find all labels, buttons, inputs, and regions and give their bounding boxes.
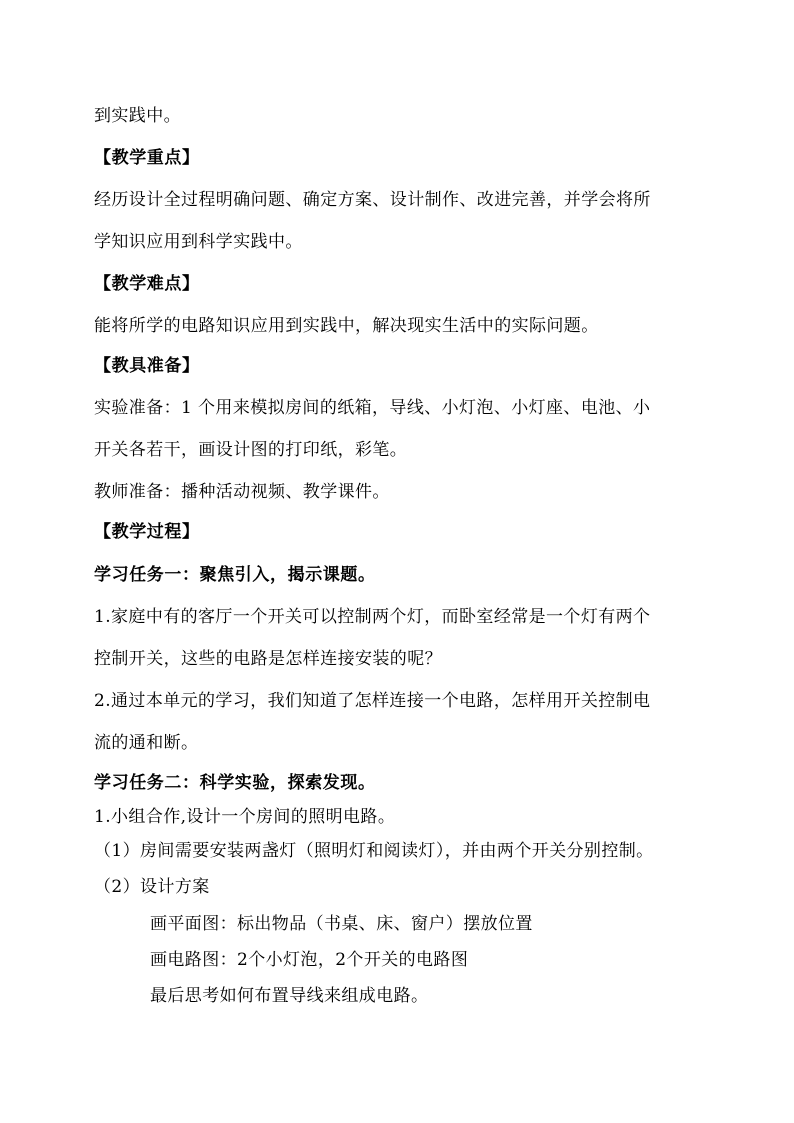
paragraph-line: （1）房间需要安装两盏灯（照明灯和阅读灯），并由两个开关分别控制。 bbox=[94, 841, 654, 861]
section-heading-materials: 【教具准备】 bbox=[94, 356, 200, 376]
paragraph-line: 经历设计全过程明确问题、确定方案、设计制作、改进完善，并学会将所 bbox=[94, 190, 651, 210]
task-title: 学习任务一：聚焦引入，揭示课题。 bbox=[94, 565, 376, 585]
paragraph-line: 开关各若干，画设计图的打印纸，彩笔。 bbox=[94, 440, 408, 460]
paragraph-line: 流的通和断。 bbox=[94, 733, 199, 753]
paragraph-line: 学知识应用到科学实践中。 bbox=[94, 232, 303, 252]
paragraph-line: 到实践中。 bbox=[94, 106, 181, 126]
paragraph-line: 1.家庭中有的客厅一个开关可以控制两个灯，而卧室经常是一个灯有两个 bbox=[94, 607, 651, 627]
paragraph-line: 画电路图：2个小灯泡，2个开关的电路图 bbox=[150, 950, 469, 970]
paragraph-line: 控制开关，这些的电路是怎样连接安装的呢？ bbox=[94, 649, 442, 669]
section-heading-difficulty: 【教学难点】 bbox=[94, 274, 200, 294]
section-heading-focus: 【教学重点】 bbox=[94, 148, 200, 168]
paragraph-line: 教师准备：播种活动视频、教学课件。 bbox=[94, 482, 390, 502]
paragraph-line: 2.通过本单元的学习，我们知道了怎样连接一个电路，怎样用开关控制电 bbox=[94, 691, 651, 711]
paragraph-line: 画平面图：标出物品（书桌、床、窗户）摆放位置 bbox=[150, 914, 533, 934]
task-title: 学习任务二：科学实验，探索发现。 bbox=[94, 773, 376, 793]
paragraph-line: （2）设计方案 bbox=[94, 877, 210, 897]
section-heading-process: 【教学过程】 bbox=[94, 522, 200, 542]
paragraph-line: 最后思考如何布置导线来组成电路。 bbox=[150, 986, 429, 1006]
paragraph-line: 实验准备：1 个用来模拟房间的纸箱，导线、小灯泡、小灯座、电池、小 bbox=[94, 398, 651, 418]
paragraph-line: 1.小组合作,设计一个房间的照明电路。 bbox=[94, 807, 396, 827]
paragraph-line: 能将所学的电路知识应用到实践中，解决现实生活中的实际问题。 bbox=[94, 316, 599, 336]
